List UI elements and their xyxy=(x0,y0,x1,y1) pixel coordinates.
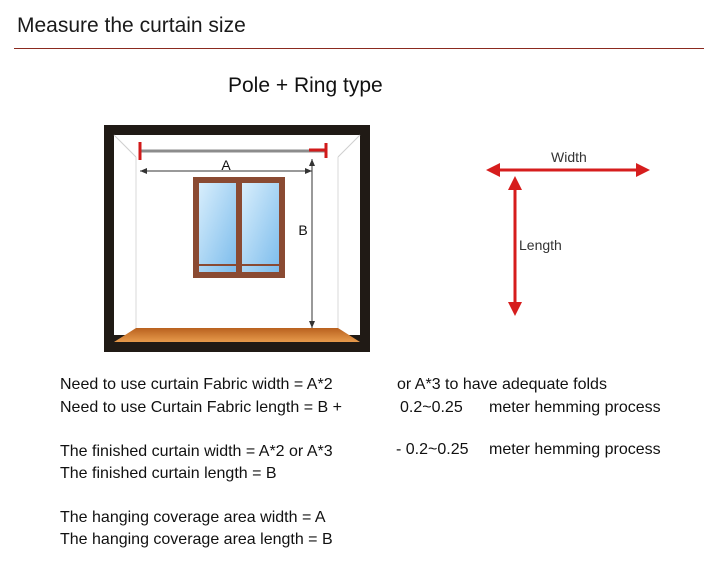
fabric-width-text: Need to use curtain Fabric width = A*2 xyxy=(60,376,333,393)
length-label: Length xyxy=(519,237,562,253)
page-title: Measure the curtain size xyxy=(17,14,246,37)
dimension-a-label: A xyxy=(221,157,231,173)
dimension-b-label: B xyxy=(298,222,308,238)
fabric-length-text: Need to use Curtain Fabric length = B + xyxy=(60,399,342,416)
floor xyxy=(114,328,360,342)
coverage-length-text: The hanging coverage area length = B xyxy=(60,531,333,548)
fabric-length-suffix: meter hemming process xyxy=(489,399,661,416)
finished-width-suffix: meter hemming process xyxy=(489,441,661,458)
window-glass-left xyxy=(199,183,236,272)
fabric-length-range: 0.2~0.25 xyxy=(400,399,463,416)
diagram-subtitle: Pole + Ring type xyxy=(228,74,383,97)
room-illustration xyxy=(104,125,370,352)
finished-length-text: The finished curtain length = B xyxy=(60,465,277,482)
window-glass-right xyxy=(242,183,279,272)
title-divider xyxy=(14,48,704,49)
fabric-width-suffix: or A*3 to have adequate folds xyxy=(397,376,607,393)
width-label: Width xyxy=(551,149,587,165)
coverage-width-text: The hanging coverage area width = A xyxy=(60,509,326,526)
finished-width-range: - 0.2~0.25 xyxy=(396,441,469,458)
finished-width-text: The finished curtain width = A*2 or A*3 xyxy=(60,443,333,460)
dimension-legend xyxy=(478,140,662,324)
